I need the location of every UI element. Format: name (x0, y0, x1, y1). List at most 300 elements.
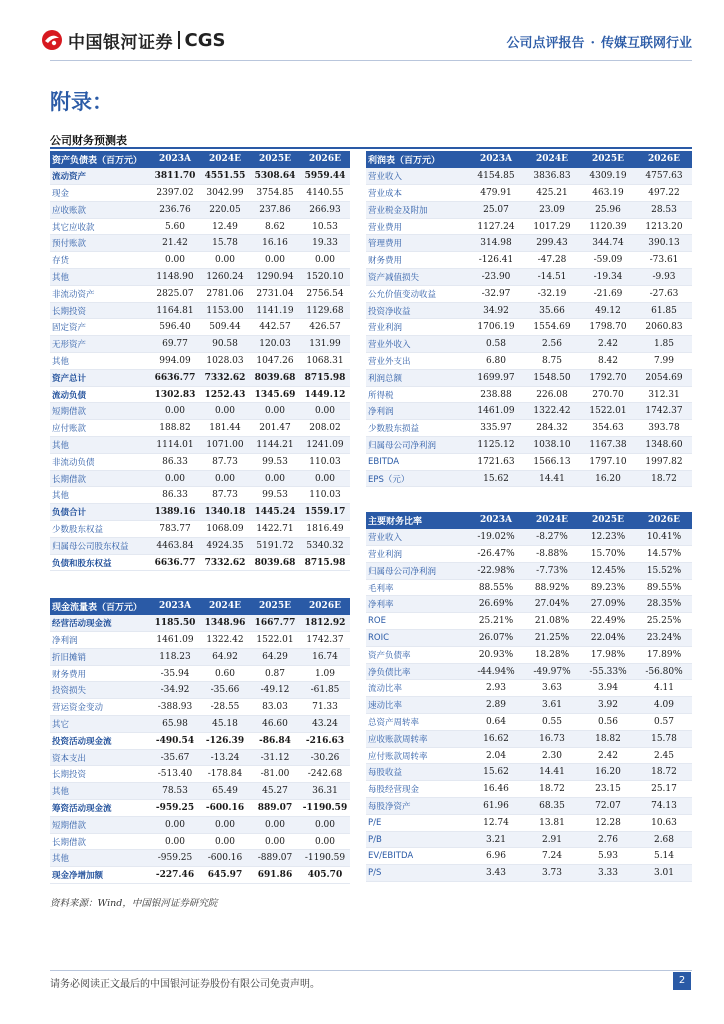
value-cell: 4551.55 (200, 168, 250, 185)
value-cell: 71.33 (300, 699, 350, 716)
table-row (50, 336, 350, 353)
table-title-cell: 现金流量表（百万元） (50, 598, 150, 615)
table-row (50, 867, 350, 884)
value-cell: 2781.06 (200, 285, 250, 302)
table-title-cell: 主要财务比率 (366, 512, 468, 529)
value-cell: -49.12 (250, 682, 300, 699)
value-cell: 3042.99 (200, 185, 250, 202)
row-label: 每股收益 (366, 764, 468, 781)
value-cell: 3.94 (580, 680, 636, 697)
value-cell: -19.34 (580, 269, 636, 286)
table-row (366, 285, 692, 302)
value-cell: 0.00 (250, 833, 300, 850)
value-cell: 88.92% (524, 579, 580, 596)
table-row (366, 302, 692, 319)
table-row (366, 781, 692, 798)
value-cell: 46.60 (250, 716, 300, 733)
row-label: 其它 (50, 716, 150, 733)
value-cell: 15.78 (200, 235, 250, 252)
value-cell: 74.13 (636, 798, 692, 815)
value-cell: 43.24 (300, 716, 350, 733)
value-cell: 1153.00 (200, 302, 250, 319)
row-label: 营运资金变动 (50, 699, 150, 716)
row-label: 其他 (50, 850, 150, 867)
value-cell: 5191.72 (250, 537, 300, 554)
row-label: 应付账款周转率 (366, 747, 468, 764)
value-cell: 509.44 (200, 319, 250, 336)
value-cell: 0.00 (200, 403, 250, 420)
row-label: 负债和股东权益 (50, 554, 150, 571)
table-row (366, 663, 692, 680)
row-label: 长期借款 (50, 833, 150, 850)
value-cell: 2825.07 (150, 285, 200, 302)
value-cell: 1148.90 (150, 269, 200, 286)
value-cell: -490.54 (150, 732, 200, 749)
value-cell: 426.57 (300, 319, 350, 336)
value-cell: -26.47% (468, 546, 524, 563)
table-row (366, 319, 692, 336)
value-cell: -34.92 (150, 682, 200, 699)
value-cell: 1461.09 (468, 403, 524, 420)
table-row (50, 201, 350, 218)
row-label: 短期借款 (50, 403, 150, 420)
value-cell: -55.33% (580, 663, 636, 680)
table-header-row (50, 598, 350, 615)
value-cell: -31.12 (250, 749, 300, 766)
value-cell: 16.20 (580, 470, 636, 487)
value-cell: 87.73 (200, 453, 250, 470)
value-cell: 0.55 (524, 714, 580, 731)
row-label: 长期借款 (50, 470, 150, 487)
table-row (50, 554, 350, 571)
value-cell: 15.78 (636, 730, 692, 747)
value-cell: 1290.94 (250, 269, 300, 286)
row-label: 长期投资 (50, 302, 150, 319)
value-cell: 645.97 (200, 867, 250, 884)
report-type: 公司点评报告 (506, 36, 585, 51)
value-cell: 13.81 (524, 814, 580, 831)
value-cell: 5.14 (636, 848, 692, 865)
table-row (50, 269, 350, 286)
table-row (366, 848, 692, 865)
table-row (366, 369, 692, 386)
industry-name: 传媒互联网行业 (600, 36, 692, 51)
value-cell: -242.68 (300, 766, 350, 783)
logo-english-name: CGS (184, 29, 226, 51)
value-cell: 0.00 (200, 816, 250, 833)
value-cell: -21.69 (580, 285, 636, 302)
value-cell: 12.49 (200, 218, 250, 235)
value-cell: 994.09 (150, 353, 200, 370)
row-label: 流动比率 (366, 680, 468, 697)
row-label: 每股净资产 (366, 798, 468, 815)
value-cell: 86.33 (150, 487, 200, 504)
table-row (50, 800, 350, 817)
value-cell: 16.46 (468, 781, 524, 798)
value-cell: 8039.68 (250, 554, 300, 571)
table-row (50, 699, 350, 716)
table-row (366, 453, 692, 470)
value-cell: 45.18 (200, 716, 250, 733)
footer-divider (50, 970, 692, 971)
value-cell: 2.04 (468, 747, 524, 764)
table-row (366, 546, 692, 563)
value-cell: 19.33 (300, 235, 350, 252)
value-cell: 21.42 (150, 235, 200, 252)
row-label: 资产减值损失 (366, 269, 468, 286)
value-cell: 131.99 (300, 336, 350, 353)
row-label: 归属母公司净利润 (366, 437, 468, 454)
value-cell: 7332.62 (200, 369, 250, 386)
row-label: 净负债比率 (366, 663, 468, 680)
value-cell: 15.62 (468, 764, 524, 781)
value-cell: 2.45 (636, 747, 692, 764)
value-cell: -30.26 (300, 749, 350, 766)
value-cell: 1345.69 (250, 386, 300, 403)
value-cell: 23.15 (580, 781, 636, 798)
value-cell: 34.92 (468, 302, 524, 319)
value-cell: -126.41 (468, 252, 524, 269)
value-cell: 17.98% (580, 646, 636, 663)
table-row (50, 648, 350, 665)
value-cell: 110.03 (300, 453, 350, 470)
value-cell: 3.43 (468, 865, 524, 882)
value-cell: 1213.20 (636, 218, 692, 235)
table-row (50, 218, 350, 235)
row-label: 非流动负债 (50, 453, 150, 470)
value-cell: 61.85 (636, 302, 692, 319)
value-cell: 2054.69 (636, 369, 692, 386)
row-label: 经营活动现金流 (50, 615, 150, 632)
value-cell: 15.52% (636, 562, 692, 579)
value-cell: -23.90 (468, 269, 524, 286)
value-cell: 479.91 (468, 185, 524, 202)
value-cell: 1792.70 (580, 369, 636, 386)
table-row (366, 529, 692, 546)
value-cell: 3.21 (468, 831, 524, 848)
row-label: 资产总计 (50, 369, 150, 386)
table-row (50, 369, 350, 386)
data-source-note: 资料来源：Wind，中国银河证券研究院 (50, 898, 218, 909)
value-cell: 88.55% (468, 579, 524, 596)
value-cell: 64.29 (250, 648, 300, 665)
table-header-row (366, 512, 692, 529)
table-row (366, 403, 692, 420)
value-cell: 0.00 (300, 816, 350, 833)
row-label: 营业利润 (366, 546, 468, 563)
value-cell: 1706.19 (468, 319, 524, 336)
value-cell: 25.96 (580, 201, 636, 218)
value-cell: 0.00 (300, 833, 350, 850)
value-cell: -49.97% (524, 663, 580, 680)
year-header-cell: 2023A (150, 151, 200, 168)
value-cell: 14.57% (636, 546, 692, 563)
value-cell: 2.56 (524, 336, 580, 353)
value-cell: 1816.49 (300, 521, 350, 538)
table-row (366, 814, 692, 831)
value-cell: 28.35% (636, 596, 692, 613)
row-label: 归属母公司股东权益 (50, 537, 150, 554)
value-cell: 1167.38 (580, 437, 636, 454)
value-cell: 16.74 (300, 648, 350, 665)
value-cell: 1559.17 (300, 504, 350, 521)
row-label: P/E (366, 814, 468, 831)
value-cell: 72.07 (580, 798, 636, 815)
section-title: 公司财务预测表 (50, 134, 127, 147)
value-cell: 3836.83 (524, 168, 580, 185)
value-cell: 49.12 (580, 302, 636, 319)
value-cell: 393.78 (636, 420, 692, 437)
value-cell: 89.55% (636, 579, 692, 596)
row-label: 少数股东损益 (366, 420, 468, 437)
value-cell: 4924.35 (200, 537, 250, 554)
value-cell: 25.21% (468, 613, 524, 630)
table-row (50, 833, 350, 850)
table-row (50, 235, 350, 252)
year-header-cell: 2025E (580, 512, 636, 529)
year-header-cell: 2023A (150, 598, 200, 615)
value-cell: 1252.43 (200, 386, 250, 403)
value-cell: 270.70 (580, 386, 636, 403)
row-label: 应付账款 (50, 420, 150, 437)
value-cell: 1141.19 (250, 302, 300, 319)
value-cell: 1721.63 (468, 453, 524, 470)
value-cell: 201.47 (250, 420, 300, 437)
value-cell: 0.87 (250, 665, 300, 682)
value-cell: 2.76 (580, 831, 636, 848)
table-row (50, 749, 350, 766)
value-cell: 2731.04 (250, 285, 300, 302)
value-cell: 314.98 (468, 235, 524, 252)
table-row (366, 562, 692, 579)
row-label: 营业费用 (366, 218, 468, 235)
value-cell: 0.00 (300, 403, 350, 420)
value-cell: 0.00 (200, 833, 250, 850)
value-cell: 8039.68 (250, 369, 300, 386)
row-label: 预付账款 (50, 235, 150, 252)
value-cell: 21.25% (524, 630, 580, 647)
value-cell: 23.09 (524, 201, 580, 218)
table-row (366, 201, 692, 218)
row-label: 其他 (50, 437, 150, 454)
row-label: 固定资产 (50, 319, 150, 336)
row-label: 现金净增加额 (50, 867, 150, 884)
value-cell: 64.92 (200, 648, 250, 665)
table-row (366, 353, 692, 370)
value-cell: -35.66 (200, 682, 250, 699)
value-cell: 4140.55 (300, 185, 350, 202)
value-cell: 78.53 (150, 783, 200, 800)
row-label: 营业税金及附加 (366, 201, 468, 218)
value-cell: 0.00 (250, 403, 300, 420)
value-cell: 12.23% (580, 529, 636, 546)
balance-sheet-table (50, 151, 350, 571)
value-cell: 18.72 (524, 781, 580, 798)
value-cell: -59.09 (580, 252, 636, 269)
value-cell: 0.00 (200, 252, 250, 269)
row-label: 营业利润 (366, 319, 468, 336)
row-label: EPS（元） (366, 470, 468, 487)
value-cell: 1742.37 (300, 632, 350, 649)
value-cell: 14.41 (524, 470, 580, 487)
value-cell: -19.02% (468, 529, 524, 546)
row-label: ROIC (366, 630, 468, 647)
value-cell: 35.66 (524, 302, 580, 319)
table-row (366, 630, 692, 647)
value-cell: 21.08% (524, 613, 580, 630)
row-label: 营业外支出 (366, 353, 468, 370)
galaxy-logo-icon (40, 28, 64, 52)
row-label: 每股经营现金 (366, 781, 468, 798)
value-cell: -47.28 (524, 252, 580, 269)
value-cell: 65.98 (150, 716, 200, 733)
value-cell: 8715.98 (300, 369, 350, 386)
value-cell: 1302.83 (150, 386, 200, 403)
value-cell: -28.55 (200, 699, 250, 716)
value-cell: -32.97 (468, 285, 524, 302)
value-cell: 10.63 (636, 814, 692, 831)
value-cell: -56.80% (636, 663, 692, 680)
table-row (366, 831, 692, 848)
value-cell: 1322.42 (524, 403, 580, 420)
table-row (50, 487, 350, 504)
value-cell: 10.41% (636, 529, 692, 546)
row-label: 净利润 (366, 403, 468, 420)
value-cell: -14.51 (524, 269, 580, 286)
value-cell: -44.94% (468, 663, 524, 680)
row-label: 利润总额 (366, 369, 468, 386)
row-label: 管理费用 (366, 235, 468, 252)
value-cell: 390.13 (636, 235, 692, 252)
row-label: 其它应收款 (50, 218, 150, 235)
table-row (366, 714, 692, 731)
value-cell: -959.25 (150, 850, 200, 867)
table-row (50, 521, 350, 538)
row-label: ROE (366, 613, 468, 630)
value-cell: 3.92 (580, 697, 636, 714)
value-cell: 188.82 (150, 420, 200, 437)
table-row (50, 437, 350, 454)
table-row (50, 632, 350, 649)
value-cell: 25.17 (636, 781, 692, 798)
appendix-title: 附录： (50, 90, 113, 114)
value-cell: 25.07 (468, 201, 524, 218)
value-cell: 69.77 (150, 336, 200, 353)
table-row (366, 865, 692, 882)
row-label: 其他 (50, 783, 150, 800)
value-cell: 20.93% (468, 646, 524, 663)
value-cell: 1071.00 (200, 437, 250, 454)
value-cell: -600.16 (200, 800, 250, 817)
year-header-cell: 2025E (250, 151, 300, 168)
table-row (366, 470, 692, 487)
value-cell: -388.93 (150, 699, 200, 716)
value-cell: 18.72 (636, 764, 692, 781)
value-cell: -216.63 (300, 732, 350, 749)
table-row (366, 764, 692, 781)
value-cell: 65.49 (200, 783, 250, 800)
logo-chinese-name: 中国银河证券 (68, 32, 173, 53)
value-cell: 226.08 (524, 386, 580, 403)
value-cell: 7.99 (636, 353, 692, 370)
value-cell: 1798.70 (580, 319, 636, 336)
value-cell: 83.03 (250, 699, 300, 716)
value-cell: 61.96 (468, 798, 524, 815)
value-cell: 0.00 (300, 252, 350, 269)
header-divider (50, 60, 692, 61)
value-cell: 8.42 (580, 353, 636, 370)
value-cell: 266.93 (300, 201, 350, 218)
value-cell: 2.91 (524, 831, 580, 848)
value-cell: 5340.32 (300, 537, 350, 554)
year-header-cell: 2024E (200, 151, 250, 168)
table-row (50, 766, 350, 783)
value-cell: 7332.62 (200, 554, 250, 571)
table-row (366, 386, 692, 403)
value-cell: 22.04% (580, 630, 636, 647)
value-cell: 1260.24 (200, 269, 250, 286)
value-cell: 110.03 (300, 487, 350, 504)
table-row (50, 615, 350, 632)
table-row (366, 269, 692, 286)
value-cell: 18.82 (580, 730, 636, 747)
value-cell: 335.97 (468, 420, 524, 437)
table-row (366, 168, 692, 185)
value-cell: 237.86 (250, 201, 300, 218)
table-row (366, 613, 692, 630)
table-title-cell: 利润表（百万元） (366, 151, 468, 168)
income-statement-table (366, 151, 692, 487)
value-cell: 0.00 (150, 816, 200, 833)
value-cell: 783.77 (150, 521, 200, 538)
value-cell: 7.24 (524, 848, 580, 865)
table-row (50, 716, 350, 733)
table-row (50, 732, 350, 749)
value-cell: -889.07 (250, 850, 300, 867)
value-cell: -513.40 (150, 766, 200, 783)
row-label: 财务费用 (366, 252, 468, 269)
table-row (50, 285, 350, 302)
value-cell: 1520.10 (300, 269, 350, 286)
value-cell: -600.16 (200, 850, 250, 867)
value-cell: 0.00 (250, 470, 300, 487)
value-cell: 1047.26 (250, 353, 300, 370)
value-cell: 1144.21 (250, 437, 300, 454)
value-cell: 68.35 (524, 798, 580, 815)
value-cell: 0.00 (150, 833, 200, 850)
value-cell: 3.73 (524, 865, 580, 882)
row-label: 现金 (50, 185, 150, 202)
value-cell: 1120.39 (580, 218, 636, 235)
value-cell: 8.62 (250, 218, 300, 235)
table-row (366, 579, 692, 596)
value-cell: -1190.59 (300, 850, 350, 867)
page-number: 2 (673, 972, 691, 990)
value-cell: 299.43 (524, 235, 580, 252)
table-row (366, 218, 692, 235)
value-cell: -27.63 (636, 285, 692, 302)
row-label: P/S (366, 865, 468, 882)
value-cell: 0.00 (250, 816, 300, 833)
value-cell: -61.85 (300, 682, 350, 699)
value-cell: 596.40 (150, 319, 200, 336)
table-row (366, 730, 692, 747)
value-cell: 2.30 (524, 747, 580, 764)
value-cell: 354.63 (580, 420, 636, 437)
value-cell: 0.58 (468, 336, 524, 353)
value-cell: -22.98% (468, 562, 524, 579)
value-cell: 0.64 (468, 714, 524, 731)
